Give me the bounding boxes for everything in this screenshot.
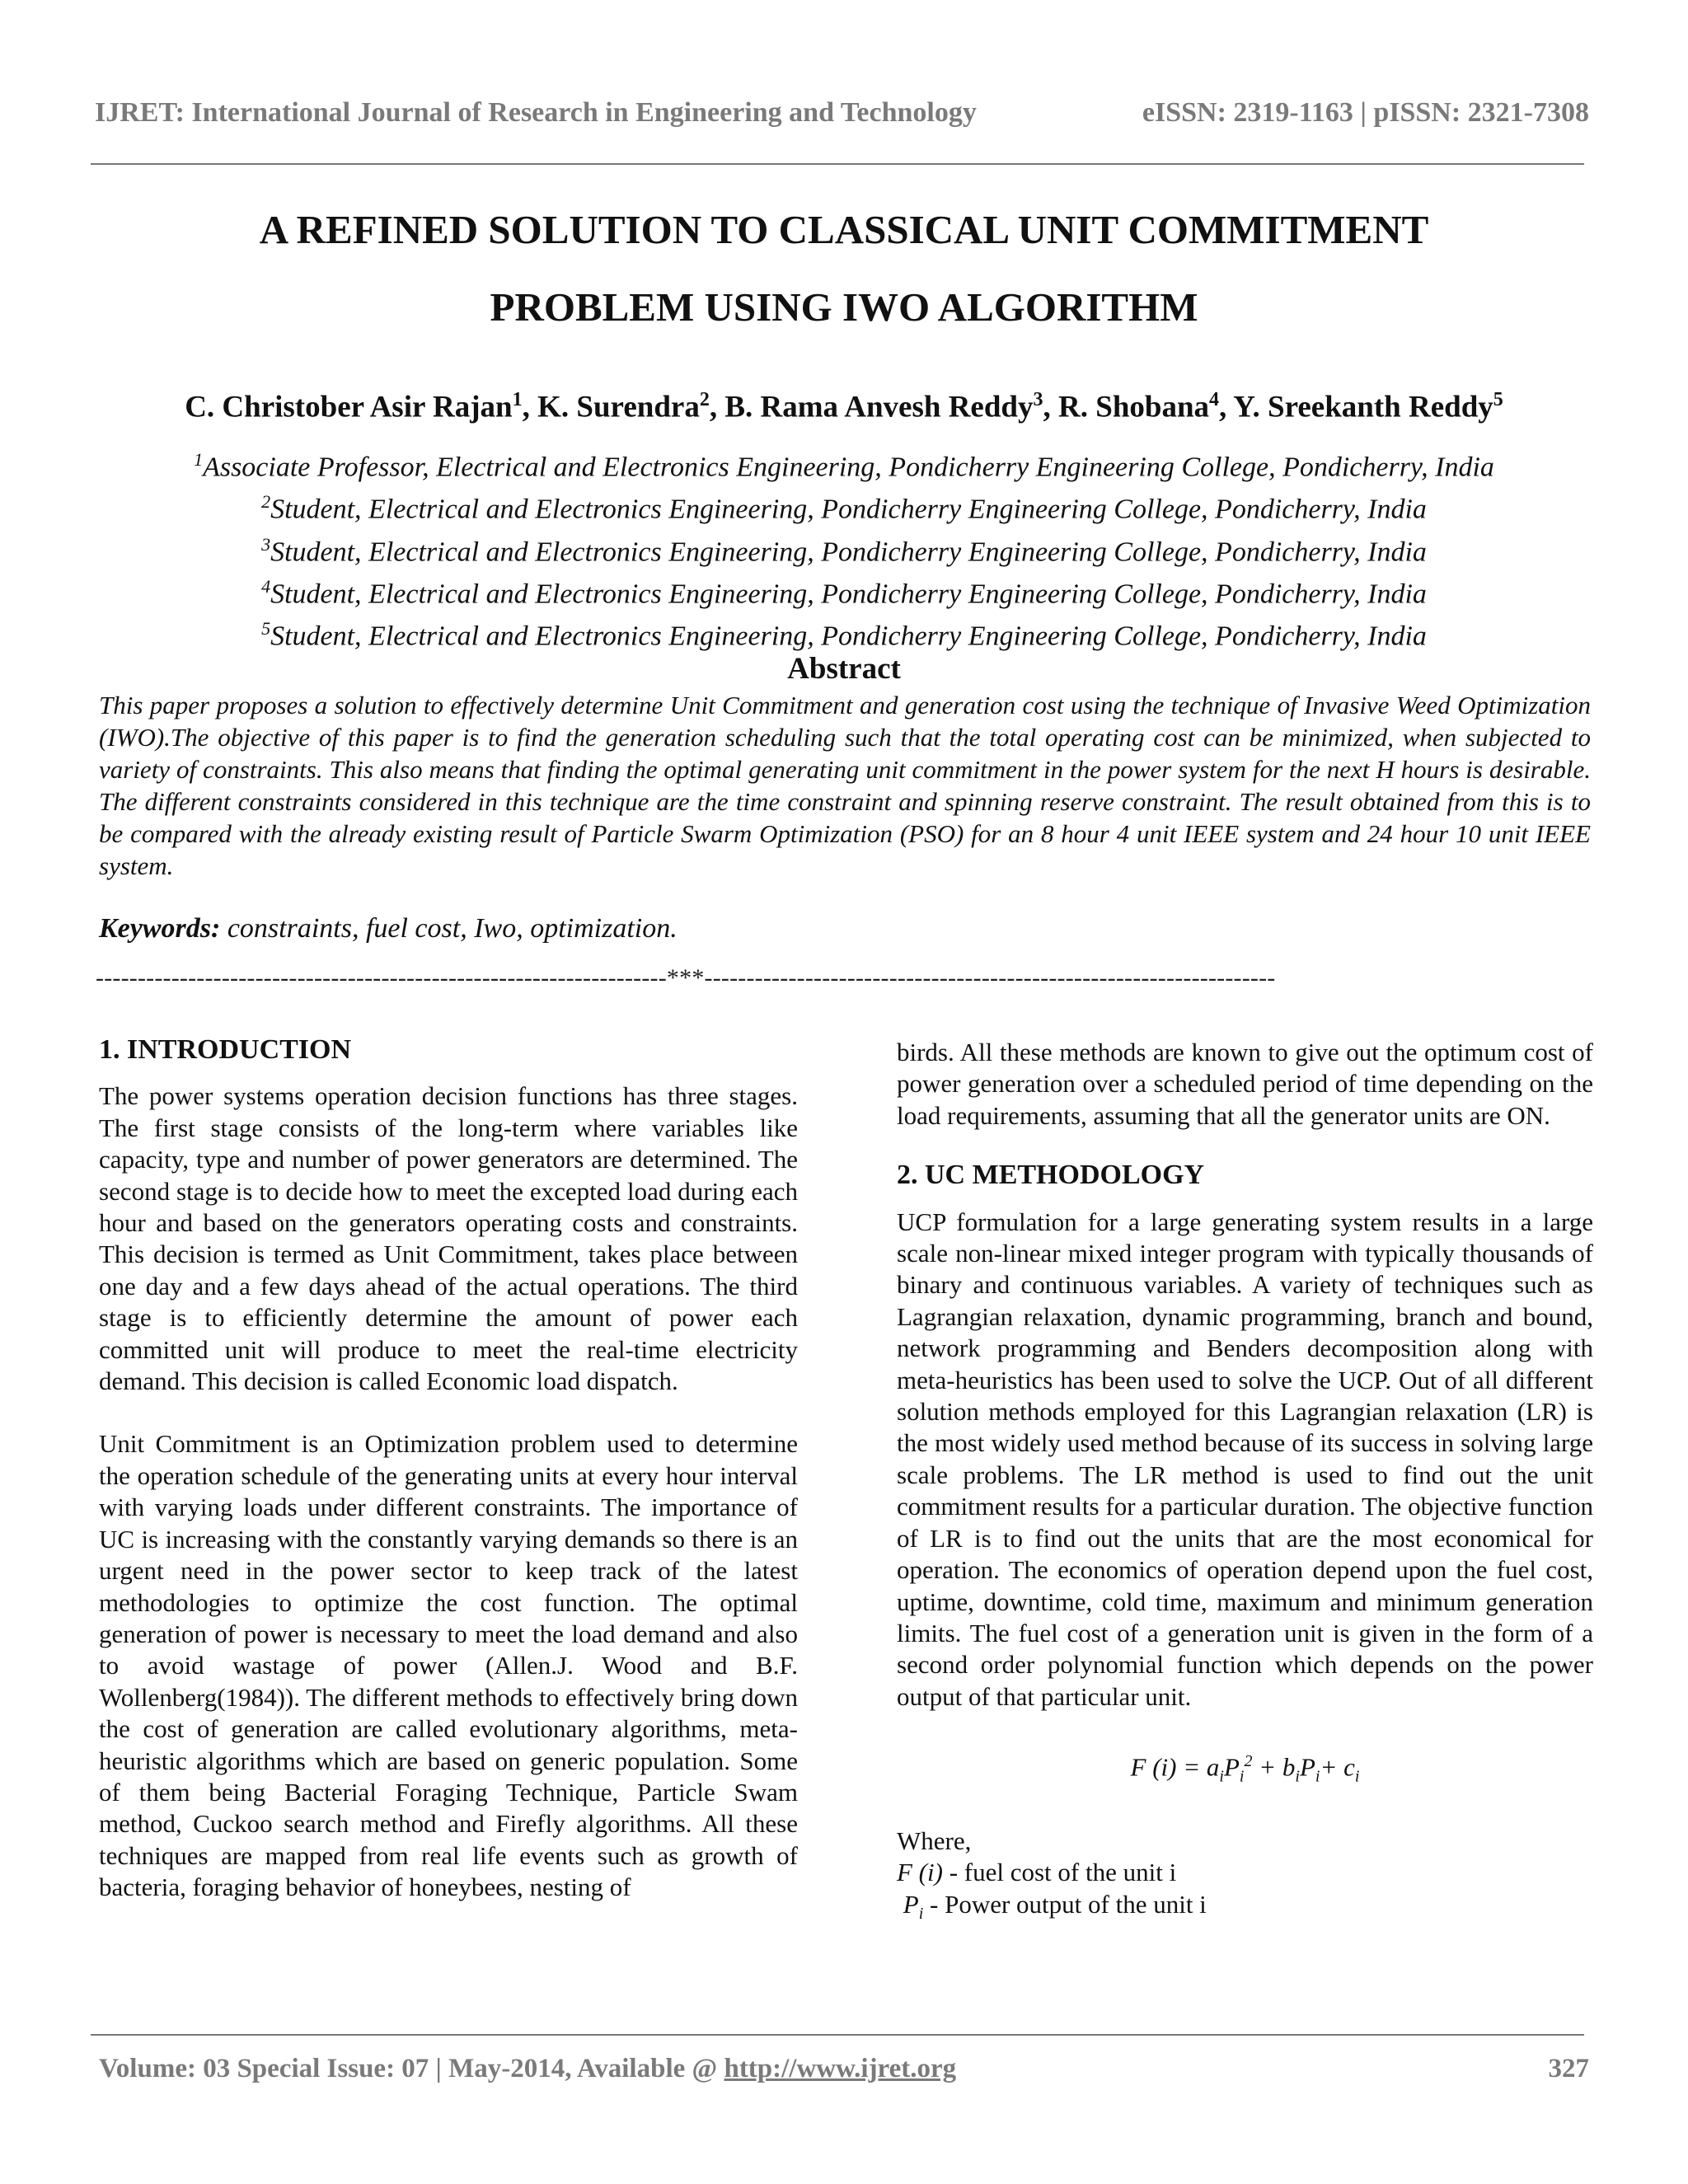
affiliation <box>0 569 1688 612</box>
intro-paragraph-2: Unit Commitment is an Optimization problem used to determine the operation schedule of the generating units at every hour interval with varying loads under different constraints. The importance of UC is increasing with the constantly varying demands so there is an urgent need in the power sector to keep track of the latest methodologies to optimize the cost function. The optimal generation of power is necessary to meet the load demand and also to avoid wastage of power (Allen.J. Wood and B.F. Wollenberg(1984)). The different methods to effectively bring down the cost of generation are called evolutionary algorithms, meta-heuristic algorithms which are based on generic population. Some of them being Bacterial Foraging Technique, Particle Swam method, Cuckoo search method and Firefly algorithms. All these techniques are mapped from real life events such as growth of bacteria, foraging behavior of honeybees, nesting of <box>99 1429 798 1902</box>
author-sup: 1 <box>512 389 523 410</box>
definition-power-output <box>897 1889 1593 1930</box>
footer-volume <box>99 2054 956 2084</box>
affiliation-list <box>0 443 1688 654</box>
formula-c: c <box>1343 1752 1355 1782</box>
formula-lhs: F (i) = <box>1130 1752 1201 1782</box>
formula-sub: i <box>1239 1767 1245 1786</box>
methodology-paragraph: UCP formulation for a large generating system results in a large scale non-linear mixed integer program with typically thousands of binary and continuous variables. A variety of techniques such as Lagrangian relaxation, dynamic programming, branch and bound, network programming and Benders decomposition along with meta-heuristics has been used to solve the UCP. Out of all different solution methods employed for this Lagrangian relaxation (LR) is the most widely used method because of its success in solving large scale problems. The LR method is used to find out the unit commitment results for a particular duration. The objective function of LR is to find out the units that are the most economical for operation. The economics of operation depend upon the fuel cost, uptime, downtime, cold time, maximum and minimum generation limits. The fuel cost of a generation unit is given in the form of a second order polynomial function which depends on the power output of that particular unit. <box>897 1207 1593 1711</box>
keywords <box>99 913 678 944</box>
formula-sub: i <box>1354 1767 1360 1786</box>
formula-sub: i <box>1315 1767 1320 1786</box>
title-line-1: A REFINED SOLUTION TO CLASSICAL UNIT COMMITMENT <box>259 207 1429 252</box>
header-rule <box>91 163 1584 165</box>
keywords-label: Keywords: <box>99 913 221 944</box>
author-name: C. Christober Asir Rajan <box>185 390 513 424</box>
issn: eISSN: 2319-1163 | pISSN: 2321-7308 <box>1142 97 1589 128</box>
affiliation-sup: 4 <box>261 575 271 597</box>
left-column <box>99 1034 798 1904</box>
def-symbol: P <box>903 1889 919 1919</box>
affiliation-text: Associate Professor, Electrical and Electronics Engineering, Pondicherry Engineering College, Pondicherry, India <box>203 452 1494 483</box>
page-number: 327 <box>1548 2054 1589 2083</box>
author-sup: 5 <box>1493 389 1503 410</box>
formula-p: P <box>1299 1752 1315 1782</box>
methodology-heading: 2. UC METHODOLOGY <box>897 1160 1205 1191</box>
affiliation-text: Student, Electrical and Electronics Engineering, Pondicherry Engineering College, Pondicherry, India <box>270 494 1427 525</box>
affiliation <box>0 443 1688 485</box>
author-name: B. Rama Anvesh Reddy <box>724 390 1034 424</box>
right-column <box>897 1037 1593 1929</box>
author-list: C. Christober Asir Rajan$^1$, K. Surendra$^2$, B. Rama Anvesh Reddy$^3$, R. Shobana$^4$, Y. Sreekanth Reddy$^5$ <box>185 389 1503 424</box>
author-sup: 4 <box>1209 389 1220 410</box>
intro-paragraph-1: The power systems operation decision functions has three stages. The first stage consists of the long-term where variables like capacity, type and number of power generators are determined. The second stage is to decide how to meet the excepted load during each hour and based on the generators operating costs and constraints. This decision is termed as Unit Commitment, takes place between one day and a few days ahead of the actual operations. The third stage is to efficiently determine the amount of power each committed unit will produce to meet the real-time electricity demand. This decision is called Economic load dispatch. <box>99 1081 798 1396</box>
affiliation-text: Student, Electrical and Electronics Engineering, Pondicherry Engineering College, Pondicherry, India <box>270 621 1427 652</box>
affiliation-sup: 3 <box>261 533 271 555</box>
formula-plus: + <box>1320 1752 1344 1782</box>
formula-p: P <box>1223 1752 1240 1782</box>
formula-a: a <box>1206 1752 1220 1782</box>
formula-sub: i <box>1295 1767 1300 1786</box>
abstract-heading: Abstract <box>787 652 901 686</box>
abstract-text: This paper proposes a solution to effectively determine Unit Commitment and generation cost using the technique of Invasive Weed Optimization (IWO).The objective of this paper is to find the generation scheduling such that the total operating cost can be minimized, when subjected to variety of constraints. This also means that finding the optimal generating unit commitment in the power system for the next H hours is desirable. The different constraints considered in this technique are the time constraint and spinning reserve constraint. The result obtained from this is to be compared with the already existing result of Particle Swarm Optimization (PSO) for an 8 hour 4 unit IEEE system and 24 hour 10 unit IEEE system. <box>99 691 1591 880</box>
journal-name: IJRET: International Journal of Research in Engineering and Technology <box>95 97 977 128</box>
author-name: R. Shobana <box>1058 390 1210 424</box>
affiliation-sup: 1 <box>194 449 204 470</box>
def-text: - fuel cost of the unit i <box>942 1858 1177 1887</box>
affiliation <box>0 485 1688 527</box>
affiliation-text: Student, Electrical and Electronics Engineering, Pondicherry Engineering College, Pondicherry, India <box>270 579 1427 610</box>
paper-title <box>0 191 1688 346</box>
author-sup: 3 <box>1033 389 1043 410</box>
formula-plus: + <box>1252 1752 1282 1782</box>
formula-sub: i <box>1219 1767 1224 1786</box>
def-symbol: F (i) <box>897 1858 943 1887</box>
footer-rule <box>91 2034 1584 2036</box>
fuel-cost-formula <box>897 1746 1593 1793</box>
author-name: K. Surendra <box>537 390 700 424</box>
section-divider: --------------------------------------------------------------------***-------------------------------------------------------------------- <box>96 964 1276 991</box>
affiliation <box>0 612 1688 654</box>
author-sup: 2 <box>699 389 710 410</box>
def-sub: i <box>918 1905 924 1924</box>
journal-link[interactable]: http://www.ijret.org <box>724 2054 957 2083</box>
affiliation-sup: 5 <box>261 618 271 640</box>
where-label: Where, <box>897 1826 972 1856</box>
title-line-2: PROBLEM USING IWO ALGORITHM <box>490 284 1198 330</box>
footer-text: Volume: 03 Special Issue: 07 | May-2014, Available @ <box>99 2054 724 2083</box>
author-name: Y. Sreekanth Reddy <box>1233 390 1493 424</box>
definition-fuel-cost <box>897 1857 1593 1888</box>
affiliation <box>0 527 1688 569</box>
intro-heading: 1. INTRODUCTION <box>99 1034 352 1065</box>
def-text: - Power output of the unit i <box>923 1889 1207 1919</box>
affiliation-text: Student, Electrical and Electronics Engineering, Pondicherry Engineering College, Pondicherry, India <box>270 536 1427 567</box>
keywords-text: constraints, fuel cost, Iwo, optimization. <box>227 913 678 944</box>
formula-b: b <box>1282 1752 1296 1782</box>
intro-continuation: birds. All these methods are known to give out the optimum cost of power generation over a scheduled period of time depending on the load requirements, assuming that all the generator units are ON. <box>897 1038 1593 1130</box>
affiliation-sup: 2 <box>261 491 271 513</box>
formula-sup: 2 <box>1244 1752 1253 1771</box>
